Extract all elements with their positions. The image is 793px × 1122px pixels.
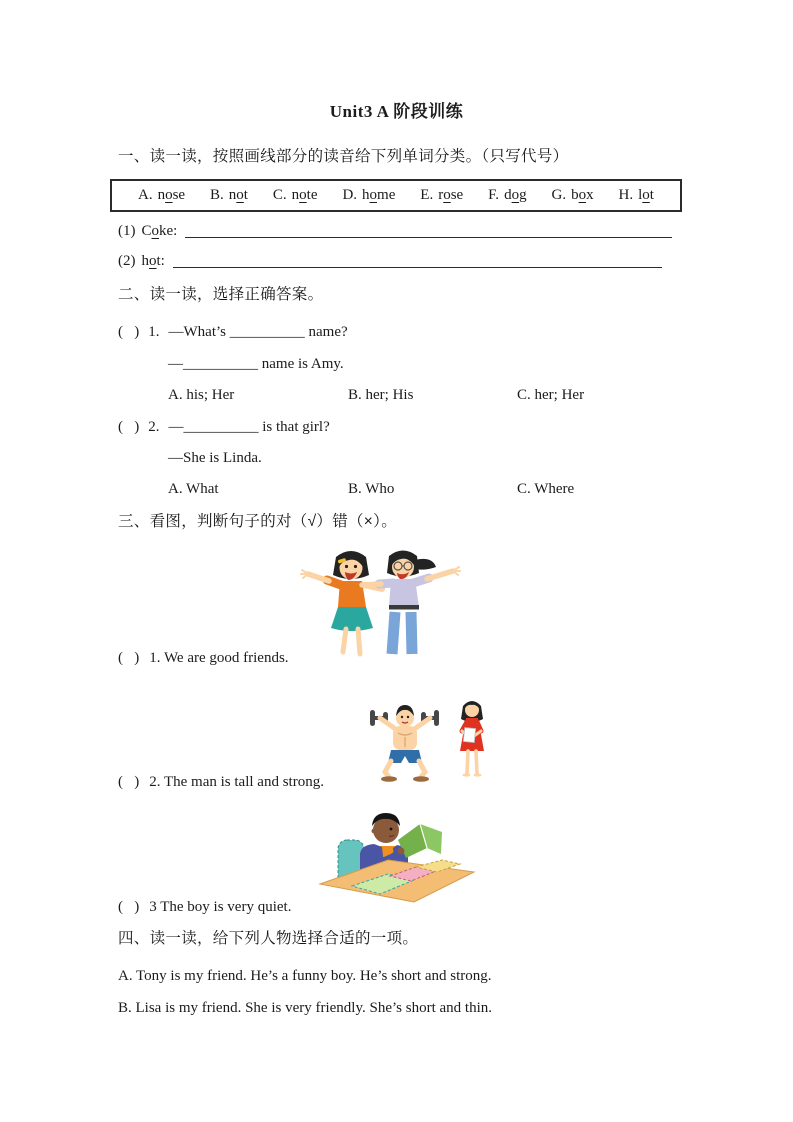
paper	[463, 728, 475, 743]
answer-paren[interactable]: ( )	[118, 419, 140, 435]
option-b[interactable]: B. Who	[348, 481, 395, 497]
statement-3: ( ) 3 The boy is very quiet.	[118, 899, 292, 915]
classify-word-coke: Coke:	[141, 223, 178, 240]
section1-heading: 一、读一读，按照画线部分的读音给下列单词分类。（只写代号）	[118, 148, 569, 165]
option-c[interactable]: C. Where	[517, 481, 575, 497]
question-1-line-2: —__________ name is Amy.	[168, 356, 344, 372]
item-number: (2)	[118, 253, 136, 270]
section3-heading: 三、看图，判断句子的对（√）错（×）。	[118, 513, 398, 530]
girl-left	[301, 551, 382, 654]
option-a[interactable]: A. his; Her	[168, 387, 235, 403]
classify-line-1	[118, 222, 672, 241]
classify-word-hot: hot:	[141, 253, 165, 270]
question-2-line-2: —She is Linda.	[168, 450, 262, 466]
illustration-man-and-woman	[364, 697, 504, 785]
word-bank-box	[110, 179, 682, 212]
tall-woman	[460, 701, 484, 777]
illustration-two-girls	[296, 544, 464, 662]
girl-right	[362, 551, 460, 655]
description-a: A. Tony is my friend. He’s a funny boy. He’s short and strong.	[118, 968, 492, 984]
option-a[interactable]: A. What	[168, 481, 219, 497]
classify-line-2	[118, 252, 662, 271]
answer-paren[interactable]: ( )	[118, 899, 140, 915]
word-item-a: A. nose	[138, 187, 186, 203]
statement-2: ( ) 2. The man is tall and strong.	[118, 774, 324, 790]
word-item-d: D. home	[342, 187, 396, 203]
word-item-f: F. dog	[488, 187, 527, 203]
word-item-g: G. box	[551, 187, 594, 203]
question-2-line-1: ( ) 2. —__________ is that girl?	[118, 419, 330, 435]
word-item-h: H. lot	[618, 187, 654, 203]
answer-paren[interactable]: ( )	[118, 774, 140, 790]
answer-paren[interactable]: ( )	[118, 324, 140, 340]
word-item-c: C. note	[272, 187, 318, 203]
option-b[interactable]: B. her; His	[348, 387, 414, 403]
open-book	[398, 824, 442, 858]
word-item-e: E. rose	[420, 187, 464, 203]
word-item-b: B. not	[210, 187, 248, 203]
answer-blank[interactable]	[173, 252, 662, 268]
question-1-options	[168, 386, 584, 405]
page-title: Unit3 A 阶段训练	[329, 102, 464, 121]
answer-paren[interactable]: ( )	[118, 650, 140, 666]
description-b: B. Lisa is my friend. She is very friendly. She’s short and thin.	[118, 1000, 492, 1016]
item-number: (1)	[118, 223, 136, 240]
question-1-line-1: ( ) 1. —What’s __________ name?	[118, 324, 348, 340]
section4-heading: 四、读一读，给下列人物选择合适的一项。	[118, 930, 419, 947]
option-c[interactable]: C. her; Her	[517, 387, 585, 403]
answer-blank[interactable]	[185, 222, 672, 238]
question-2-options	[168, 480, 574, 499]
statement-1: ( ) 1. We are good friends.	[118, 650, 289, 666]
section2-heading: 二、读一读，选择正确答案。	[118, 286, 324, 303]
strong-man	[370, 705, 439, 782]
illustration-boy-reading	[294, 804, 479, 906]
